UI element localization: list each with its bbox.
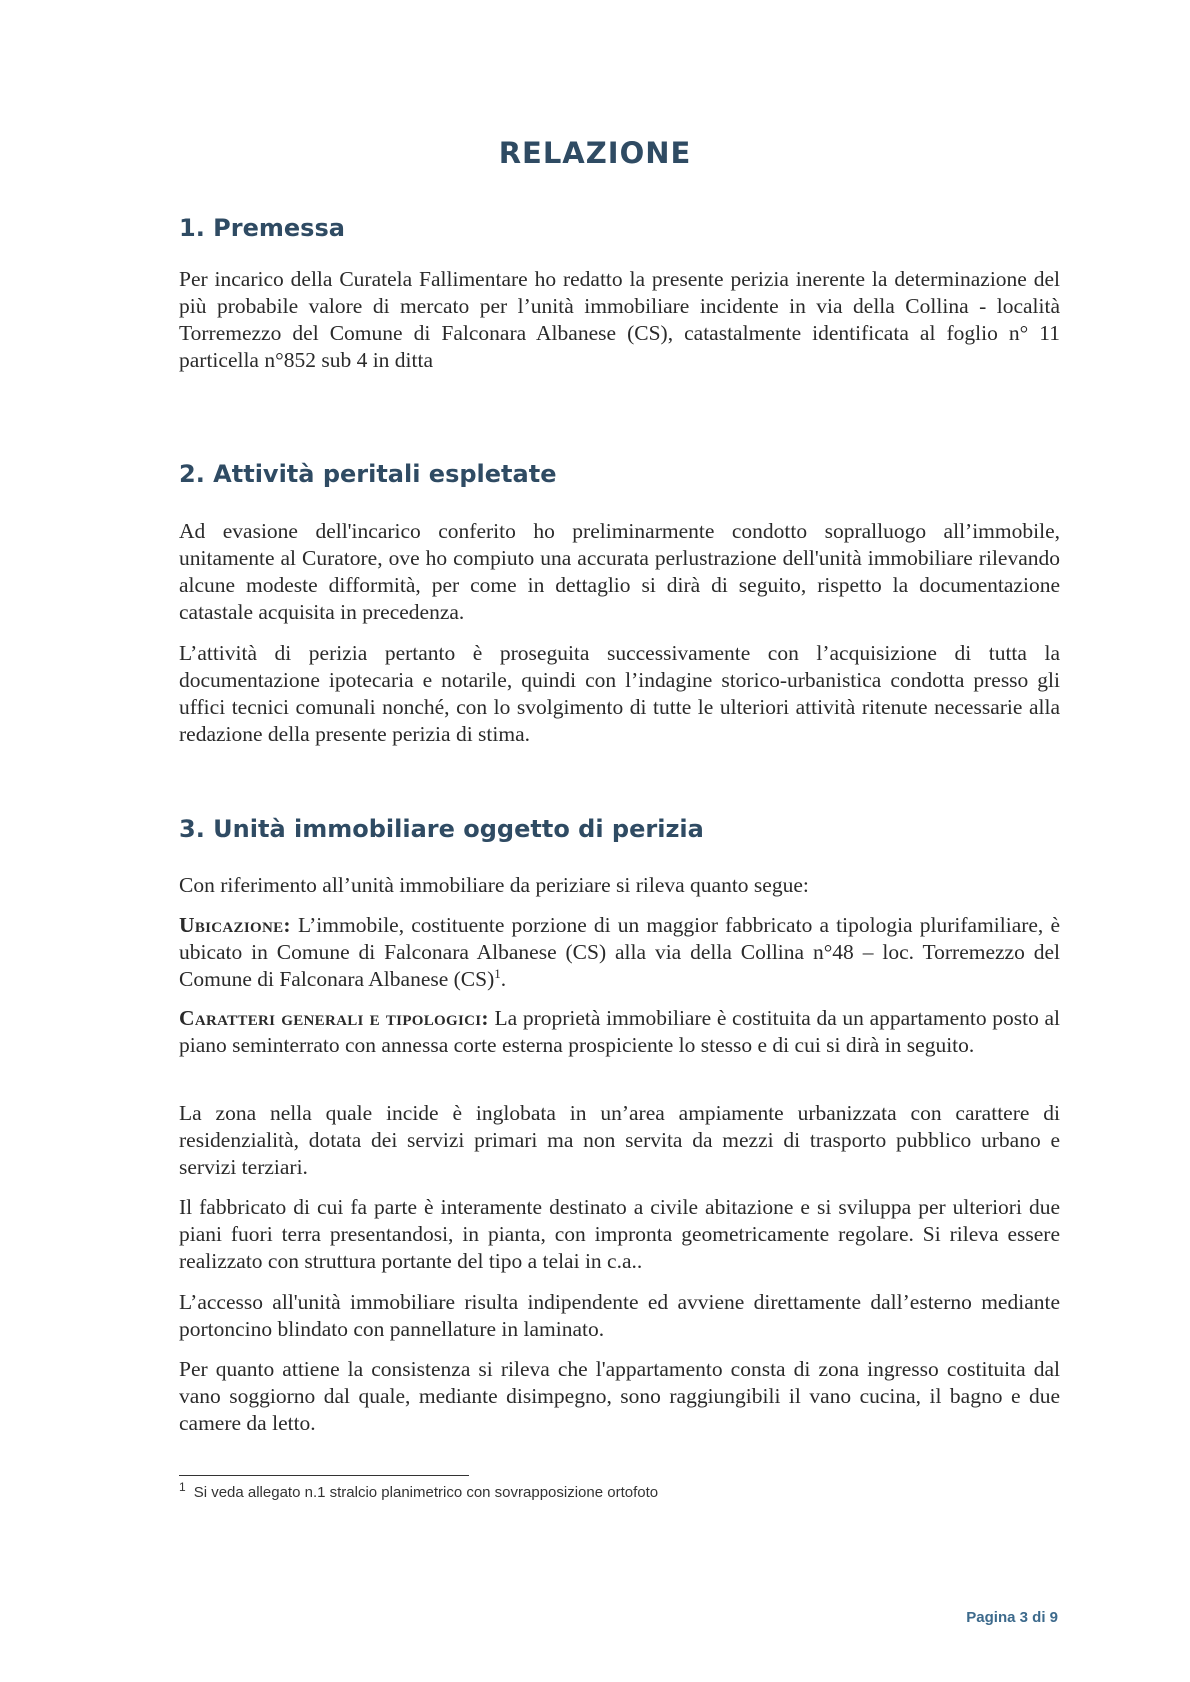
document-title: RELAZIONE — [498, 136, 692, 170]
fabbricato-paragraph — [179, 1194, 1060, 1275]
ubicazione-end: . — [500, 967, 507, 991]
ubicazione-text: L’immobile, costituente porzione di un maggior fabbricato a tipologia plurifamiliare, è ubicato in Comune di Falconara Albanese (CS) alla via della Collina n°48 – loc. Torremezzo del Comune di Falconara Albanese (CS) — [179, 913, 1060, 991]
accesso-paragraph — [179, 1289, 1060, 1343]
ubicazione-paragraph — [179, 912, 1060, 993]
paragraph: L’accesso all'unità immobiliare risulta indipendente ed avviene direttamente dall’esterno mediante portoncino blindato con pannellature in laminato. — [179, 1290, 1060, 1341]
paragraph: Per quanto attiene la consistenza si rileva che l'appartamento consta di zona ingresso costituita dal vano soggiorno dal quale, mediante disimpegno, sono raggiungibili il vano cucina, il bagno e due camere da letto. — [179, 1357, 1060, 1435]
paragraph: La zona nella quale incide è inglobata in un’area ampiamente urbanizzata con carattere di residenzialità, dotata dei servizi primari ma non servita da mezzi di trasporto pubblico urbano e servizi terziari. — [179, 1101, 1060, 1179]
footnote-ref[interactable]: 1 — [494, 965, 501, 981]
consistenza-paragraph — [179, 1356, 1060, 1437]
section-body-attivita — [179, 518, 1060, 626]
ubicazione-label: Ubicazione: — [179, 913, 291, 937]
paragraph: Il fabbricato di cui fa parte è interamente destinato a civile abitazione e si sviluppa per ulteriori due piani fuori terra presentandosi, in pianta, con impronta geometricamente regolare. Si rileva essere realizzato con struttura portante del tipo a telai in c.a.. — [179, 1195, 1060, 1273]
paragraph: L’attività di perizia pertanto è proseguita successivamente con l’acquisizione di tutta la documentazione ipotecaria e notarile, quindi con l’indagine storico-urbanistica condotta presso gli uffici tecnici comunali nonché, con lo svolgimento di tutte le ulteriori attività ritenute necessarie alla redazione della presente perizia di stima. — [179, 641, 1060, 746]
footnote-divider — [179, 1475, 469, 1476]
section-intro — [179, 872, 1060, 899]
paragraph: Per incarico della Curatela Fallimentare ho redatto la presente perizia inerente la determinazione del più probabile valore di mercato per l’unità immobiliare incidente in via della Collina - località Torremezzo del Comune di Falconara Albanese (CS), catastalmente identificata al foglio n° 11 particella n°852 sub 4 in ditta — [179, 267, 1060, 372]
paragraph: Ad evasione dell'incarico conferito ho preliminarmente condotto sopralluogo all’immobile, unitamente al Curatore, ove ho compiuto una accurata perlustrazione dell'unità immobiliare rilevando alcune modeste difformità, per come in dettaglio si dirà di seguito, rispetto la documentazione catastale acquisita in precedenza. — [179, 519, 1060, 624]
caratteri-text: La proprietà immobiliare è costituita da un appartamento posto al piano seminterrato con annessa corte esterna prospiciente lo stesso e di cui si dirà in seguito. — [179, 1006, 1060, 1057]
footnote-number: 1 — [179, 1480, 186, 1494]
footnote — [179, 1480, 659, 1501]
section-heading-premessa: 1. Premessa — [179, 214, 345, 242]
paragraph: Con riferimento all’unità immobiliare da periziare si rileva quanto segue: — [179, 873, 809, 897]
section-body-attivita-2 — [179, 640, 1060, 748]
caratteri-paragraph — [179, 1005, 1060, 1059]
section-heading-unita: 3. Unità immobiliare oggetto di perizia — [179, 815, 704, 843]
page-number: Pagina 3 di 9 — [966, 1609, 1058, 1626]
zona-paragraph — [179, 1100, 1060, 1181]
footnote-text: Si veda allegato n.1 stralcio planimetrico con sovrapposizione ortofoto — [193, 1484, 659, 1501]
section-heading-attivita: 2. Attività peritali espletate — [179, 460, 557, 488]
caratteri-label: Caratteri generali e tipologici: — [179, 1006, 489, 1030]
section-body-premessa — [179, 266, 1060, 374]
